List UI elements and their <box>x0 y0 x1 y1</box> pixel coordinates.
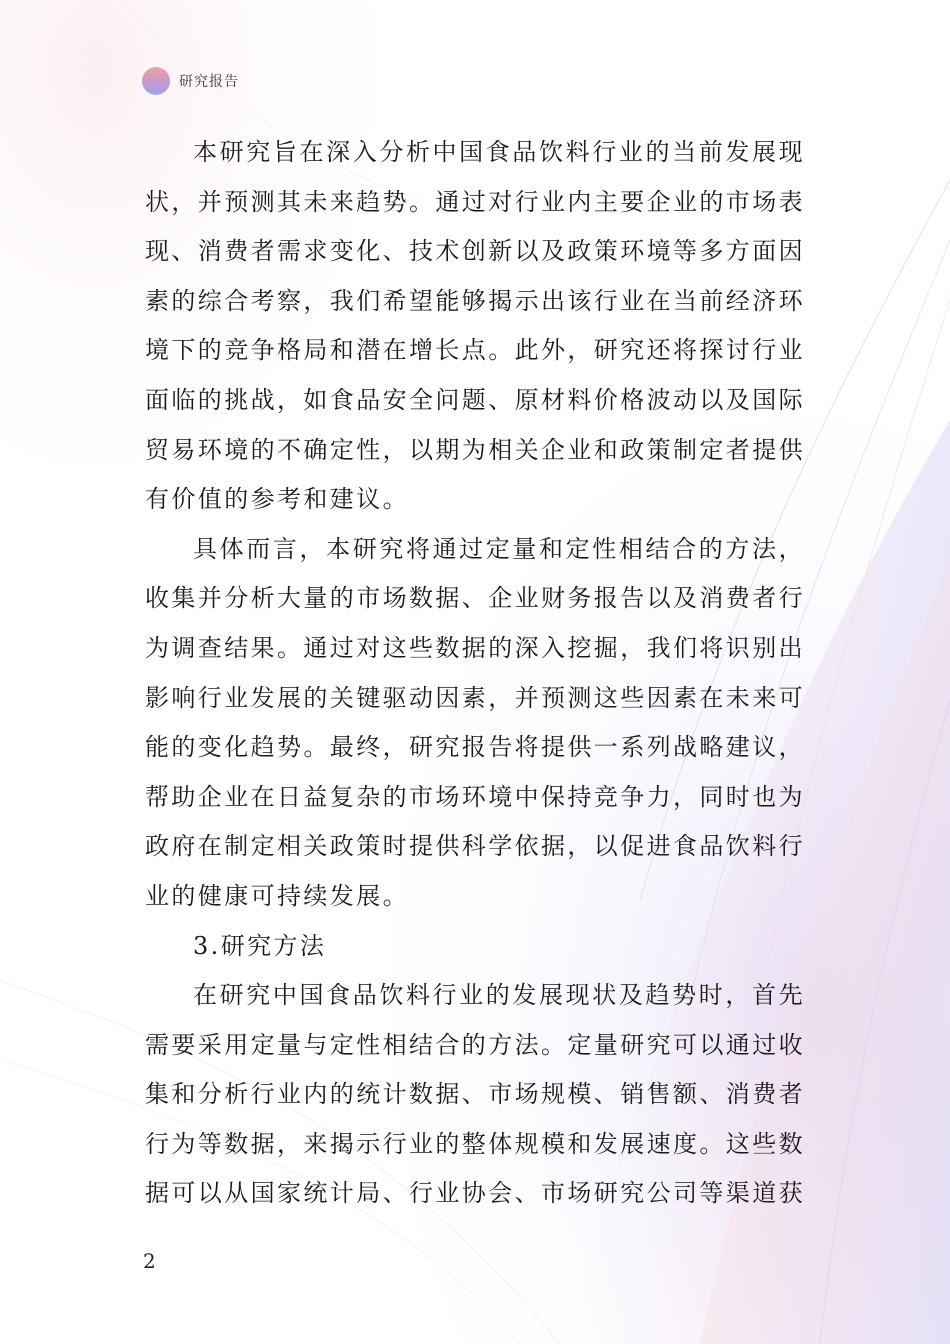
body-paragraph: 具体而言，本研究将通过定量和定性相结合的方法，收集并分析大量的市场数据、企业财务报告以及消费者行为调查结果。通过对这些数据的深入挖掘，我们将识别出影响行业发展的关键驱动因素，并预测这些因素在未来可能的变化趋势。最终，研究报告将提供一系列战略建议，帮助企业在日益复杂的市场环境中保持竞争力，同时也为政府在制定相关政策时提供科学依据，以促进食品饮料行业的健康可持续发展。 <box>145 534 805 910</box>
body-paragraph: 在研究中国食品饮料行业的发展现状及趋势时，首先需要采用定量与定性相结合的方法。定量研究可以通过收集和分析行业内的统计数据、市场规模、销售额、消费者行为等数据，来揭示行业的整体规模和发展速度。这些数据可以从国家统计局、行业协会、市场研究公司等渠道获 <box>145 981 805 1208</box>
page-number: 2 <box>143 1249 156 1273</box>
section-heading: 3.研究方法 <box>193 931 327 960</box>
body-paragraph: 本研究旨在深入分析中国食品饮料行业的当前发展现状，并预测其未来趋势。通过对行业内主要企业的市场表现、消费者需求变化、技术创新以及政策环境等多方面因素的综合考察，我们希望能够揭示出该行业在当前经济环境下的竞争格局和潜在增长点。此外，研究还将探讨行业面临的挑战，如食品安全问题、原材料价格波动以及国际贸易环境的不确定性，以期为相关企业和政策制定者提供有价值的参考和建议。 <box>145 138 805 514</box>
header-title: 研究报告 <box>179 74 239 90</box>
report-logo-icon <box>142 67 170 95</box>
report-body <box>145 128 805 1219</box>
report-header <box>142 66 239 96</box>
